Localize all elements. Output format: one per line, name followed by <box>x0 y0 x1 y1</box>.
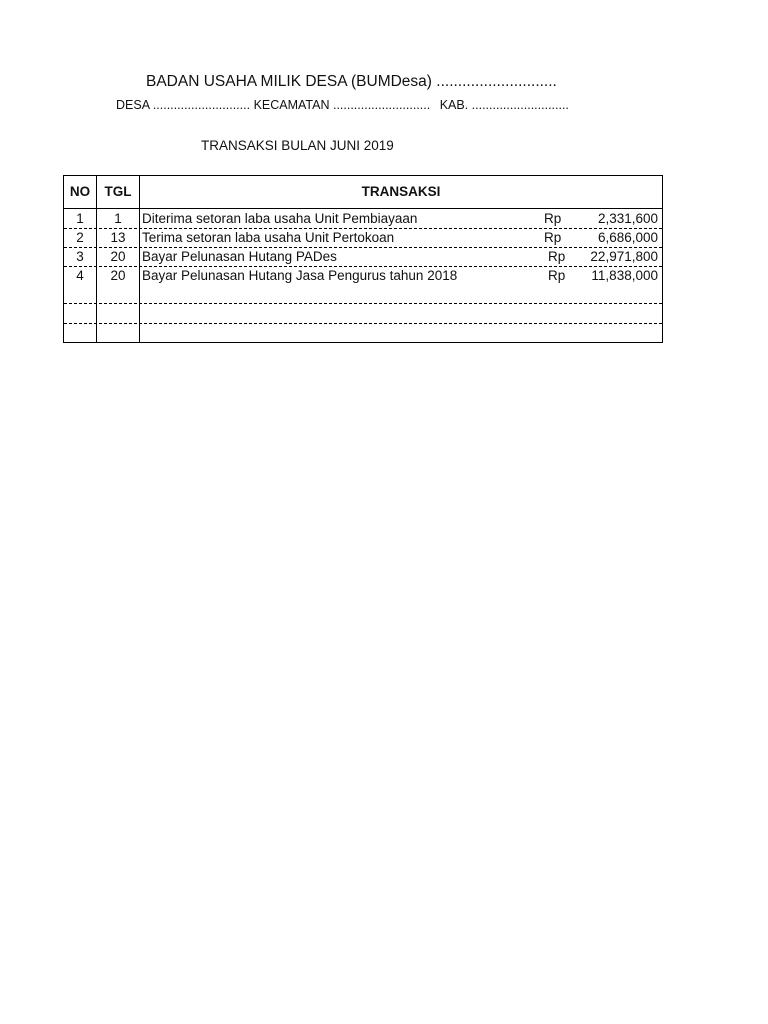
header-tgl: TGL <box>104 184 132 199</box>
row-no: 2 <box>76 230 84 245</box>
row-currency: Rp <box>544 211 562 226</box>
row-date: 1 <box>114 211 122 226</box>
table-row <box>64 228 662 247</box>
document-title: BADAN USAHA MILIK DESA (BUMDesa) ............................ <box>146 73 557 90</box>
row-currency: Rp <box>544 230 562 245</box>
row-date: 20 <box>110 268 126 283</box>
row-amount: 2,331,600 <box>597 211 658 226</box>
kab-label: KAB. ............................ <box>439 98 569 112</box>
row-amount: 11,838,000 <box>591 268 658 283</box>
kecamatan-label: KECAMATAN ............................ <box>253 98 431 112</box>
empty-row-divider <box>64 303 662 304</box>
table-row <box>64 209 662 228</box>
row-currency: Rp <box>548 249 566 264</box>
row-no: 4 <box>76 268 84 283</box>
header-transaksi: TRANSAKSI <box>361 184 441 199</box>
row-description: Terima setoran laba usaha Unit Pertokoan <box>142 230 395 245</box>
table-row <box>64 247 662 266</box>
row-date: 20 <box>110 249 126 264</box>
table-row <box>64 266 662 285</box>
transaction-period: TRANSAKSI BULAN JUNI 2019 <box>201 138 394 153</box>
empty-row-divider <box>64 323 662 324</box>
row-description: Bayar Pelunasan Hutang PADes <box>142 249 337 264</box>
row-description: Diterima setoran laba usaha Unit Pembiayaan <box>142 211 418 226</box>
row-date: 13 <box>110 230 126 245</box>
transaction-table <box>63 175 663 343</box>
row-amount: 6,686,000 <box>597 230 658 245</box>
row-amount: 22,971,800 <box>590 249 658 264</box>
row-description: Bayar Pelunasan Hutang Jasa Pengurus tahun 2018 <box>142 268 458 283</box>
row-currency: Rp <box>548 268 566 283</box>
row-no: 1 <box>76 211 84 226</box>
row-no: 3 <box>76 249 84 264</box>
desa-label: DESA ............................ <box>116 98 251 112</box>
header-no: NO <box>69 184 91 199</box>
location-line <box>116 98 569 112</box>
